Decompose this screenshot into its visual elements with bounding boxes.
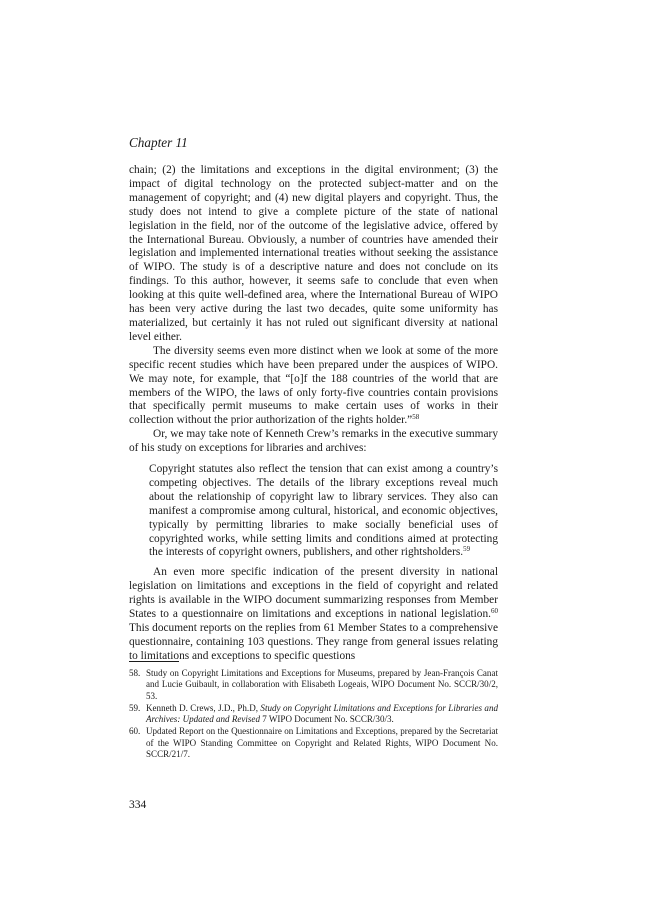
footnote-number: 59.: [129, 702, 141, 713]
footnote-ref-58: 58: [412, 413, 420, 422]
footnote-58: [129, 668, 498, 702]
paragraph-4: [129, 566, 498, 663]
page-number: 334: [129, 799, 147, 811]
footnote-text: Updated Report on the Questionnaire on Limitations and Exceptions, prepared by the Secretariat of the WIPO Standing Committee on Copyright and Related Rights, WIPO Document No. SCCR/21/7.: [146, 726, 498, 760]
paragraph-2-text: The diversity seems even more distinct when we look at some of the more specific recent studies which have been prepared under the auspices of WIPO. We may note, for example, that “[o]f the 188 countries of the world that are members of the WIPO, the laws of only forty-five countries contain provisions that specifically permit museums to make certain uses of works in their collection without the prior authorization of the rights holder.”: [129, 344, 498, 427]
footnote-60: [129, 726, 498, 760]
paragraph-1: chain; (2) the limitations and exceptions in the digital environment; (3) the impact of digital technology on the protected subject-matter and on the management of copyright; and (4) new digital players and copyright. Thus, the study does not intend to give a complete picture of the state of national legislation in the field, nor of the outcome of the legislative advice, offered by the International Bureau. Obviously, a number of countries have amended their legislation and implemented international treaties without seeking the assistance of WIPO. The study is of a descriptive nature and does not conclude on its findings. To this author, however, it seems safe to conclude that even when looking at this quite well-defined area, where the International Bureau of WIPO has been very active during the last two decades, quite some uniformity has materialized, but certainly it has not ruled out significant diversity at national level either.: [129, 164, 498, 343]
paragraph-4-text-a: An even more specific indication of the present diversity in national legislation on limitations and exceptions in the field of copyright and related rights is available in the WIPO document summarizing responses from Member States to a questionnaire on limitations and exceptions in national legislation.: [129, 566, 498, 621]
footnote-text-post: 7 WIPO Document No. SCCR/30/3.: [259, 714, 394, 725]
footnote-text: Study on Copyright Limitations and Exceptions for Museums, prepared by Jean-François Canat and Lucie Guibault, in collaboration with Elisabeth Logeais, WIPO Document No. SCCR/30/2, 53.: [146, 668, 498, 701]
paragraph-3: Or, we may take note of Kenneth Crew’s remarks in the executive summary of his study on exceptions for libraries and archives:: [129, 428, 498, 455]
block-quote-text: Copyright statutes also reflect the tension that can exist among a country’s competing objectives. The details of the library exceptions reveal much about the relationship of copyright law to library services. They also can manifest a compromise among cultural, historical, and economic objectives, typically by permitting libraries to make socially beneficial uses of copyrighted works, while setting limits and conditions aimed at protecting the interests of copyright owners, publishers, and other rightsholders.: [149, 463, 498, 559]
footnote-ref-59: 59: [463, 545, 471, 554]
paragraph-2: [129, 345, 498, 428]
footnotes: [129, 668, 498, 761]
footnote-ref-60: 60: [491, 607, 498, 616]
running-header-chapter: Chapter 11: [129, 135, 188, 150]
footnote-title: Study on Copyright Limitations and Exceptions for Libraries and Archives: Updated and Revised: [146, 702, 498, 725]
footnote-59: [129, 703, 498, 726]
block-quote: [149, 463, 498, 560]
footnote-number: 58.: [129, 668, 141, 678]
footnote-separator: [129, 661, 179, 662]
paragraph-4-text-b: This document reports on the replies from 61 Member States to a comprehensive questionnaire, containing 103 questions. They range from general issues relating to limitations and exceptions to specific questions: [129, 622, 498, 662]
body-text: [129, 164, 498, 664]
footnote-number: 60.: [129, 726, 141, 737]
footnote-text-pre: Kenneth D. Crews, J.D., Ph.D,: [146, 702, 261, 713]
